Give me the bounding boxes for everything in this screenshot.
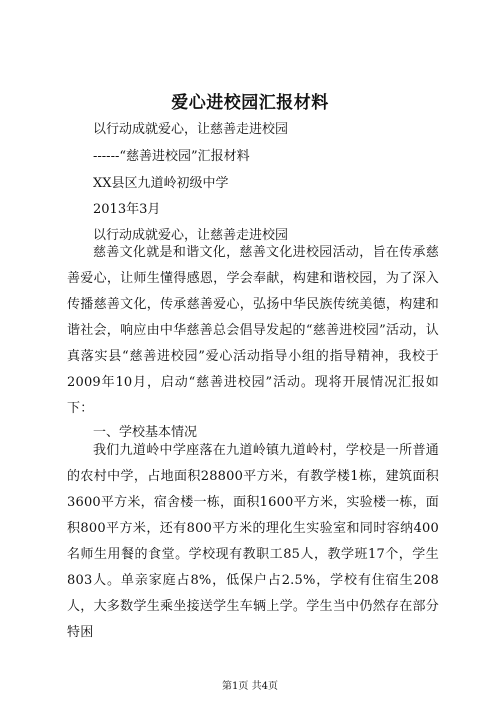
intro-paragraph-block xyxy=(67,240,439,422)
school-name-line: XX县区九道岭初级中学 xyxy=(93,176,229,191)
section-heading: 一、学校基本情况 xyxy=(93,425,198,440)
intro-paragraph: 慈善文化就是和谐文化，慈善文化进校园活动，旨在传承慈善爱心，让师生懂得感恩，学会奉献，构建和谐校园，为了深入传播慈善文化，传承慈善爱心，弘扬中华民族传统美德，构建和谐社会，响应由中华慈善总会倡导发起的“慈善进校园”活动，认真落实县“慈善进校园”爱心活动指导小组的指导精神，我校于2009年10月，启动“慈善进校园”活动。现将开展情况汇报如下： xyxy=(67,245,439,416)
school-info-paragraph: 我们九道岭中学座落在九道岭镇九道岭村，学校是一所普通的农村中学，占地面积28800平方米，有教学楼1栋，建筑面积3600平方米，宿舍楼一栋，面积1600平方米，实验楼一栋，面积800平方米，还有800平方米的理化生实验室和同时容纳400名师生用餐的食堂。学校现有教职工85人，教学班17个，学生803人。单亲家庭占8%，低保户占2.5%，学校有住宿生208人，大多数学生乘坐接送学生车辆上学。学生当中仍然存在部分特困 xyxy=(67,443,439,640)
report-label-line: ------“慈善进校园”汇报材料 xyxy=(93,149,250,164)
page-footer: 第1页 共4页 xyxy=(222,681,278,692)
document-title: 爱心进校园汇报材料 xyxy=(171,93,329,113)
theme-line: 以行动成就爱心，让慈善走进校园 xyxy=(93,228,289,243)
subtitle-line: 以行动成就爱心，让慈善走进校园 xyxy=(93,122,289,137)
school-info-paragraph-block xyxy=(67,438,439,646)
date-line: 2013年3月 xyxy=(93,202,161,217)
